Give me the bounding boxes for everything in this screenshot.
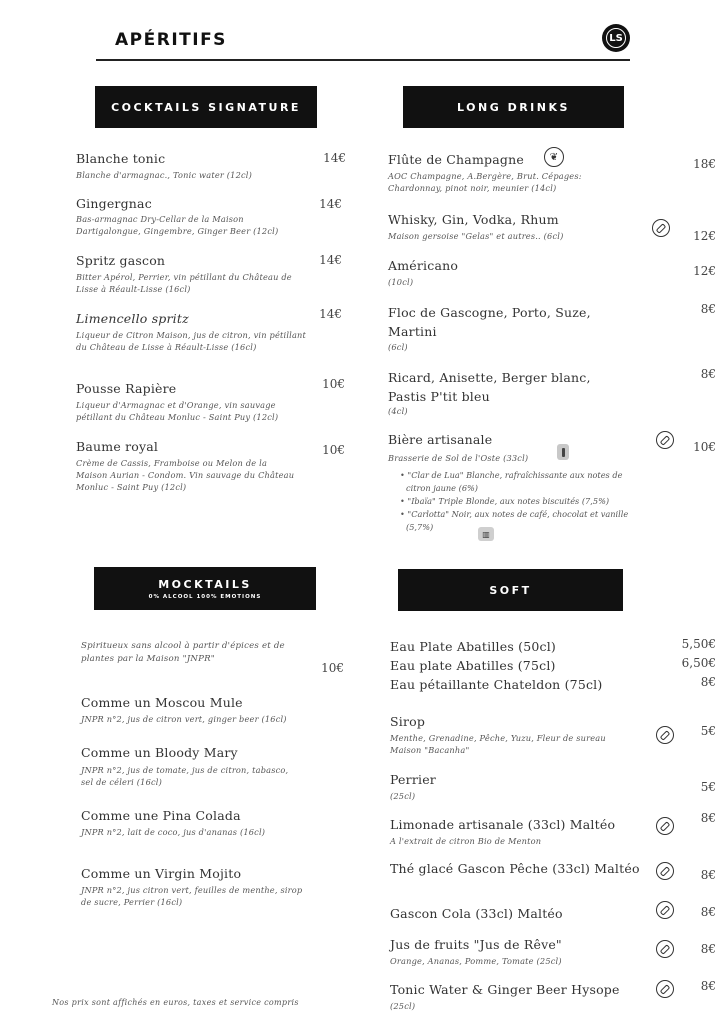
soft-water-price: 8€	[700, 675, 716, 689]
soft-name: Thé glacé Gascon Pêche (33cl) Maltéo	[390, 861, 640, 876]
local-product-icon	[652, 219, 670, 237]
cocktail-desc: Bitter Apérol, Perrier, vin pétillant du Château de Lisse à Réault-Lisse (16cl)	[76, 272, 292, 294]
beer-mug-icon: ▥	[478, 527, 494, 541]
soft-name: Perrier	[390, 772, 436, 787]
soft-desc: Menthe, Grenadine, Pêche, Yuzu, Fleur de sureau Maison "Bacanha"	[390, 733, 606, 755]
long-drink-desc: (6cl)	[388, 342, 408, 352]
title-divider	[96, 59, 630, 61]
section-header-mocktails	[94, 567, 316, 610]
soft-water-price: 6,50€	[681, 656, 716, 670]
logo	[602, 24, 630, 52]
long-drink-desc: (10cl)	[388, 277, 414, 287]
mocktail-name: Comme une Pina Colada	[81, 808, 241, 823]
soft-price: 5€	[700, 724, 716, 738]
organic-leaf-icon: ❦	[544, 147, 564, 167]
logo-text: LS	[606, 28, 626, 48]
cocktail-desc: Crème de Cassis, Framboise ou Melon de la Maison Aurian - Condom. Vin sauvage du Château Monluc - Saint Puy (12cl)	[76, 458, 295, 492]
mocktail-name: Comme un Virgin Mojito	[81, 866, 242, 881]
cocktail-desc: Liqueur de Citron Maison, jus de citron, vin pétillant du Château de Lisse à Réault-Lisse (16cl)	[76, 330, 306, 352]
soft-desc: Orange, Ananas, Pomme, Tomate (25cl)	[390, 956, 562, 966]
beer-list	[396, 469, 646, 534]
section-label: SOFT	[489, 583, 532, 597]
long-drink-desc: AOC Champagne, A.Bergère, Brut. Cépages: Chardonnay, pinot noir, meunier (14cl)	[388, 171, 582, 193]
mocktail-desc: JNPR n°2, lait de coco, jus d'ananas (16cl)	[81, 827, 266, 837]
section-header-soft	[398, 569, 623, 611]
price-footnote: Nos prix sont affichés en euros, taxes et service compris	[52, 998, 299, 1007]
beer-item: • "Carlotta" Noir, aux notes de café, chocolat et vanille (5,7%)	[400, 509, 629, 532]
cocktail-desc: Liqueur d'Armagnac et d'Orange, vin sauvage pétillant du Château Monluc - Saint Puy (12cl)	[76, 400, 279, 422]
section-label: MOCKTAILS	[158, 577, 252, 591]
section-header-cocktails	[95, 86, 317, 128]
soft-name: Tonic Water & Ginger Beer Hysope	[390, 982, 620, 997]
long-drink-name: Ricard, Anisette, Berger blanc, Pastis P'tit bleu	[388, 370, 591, 404]
soft-water-name: Eau pétaillante Chateldon (75cl)	[390, 677, 603, 692]
long-drink-name: Floc de Gascogne, Porto, Suze, Martini	[388, 305, 591, 339]
beer-item: • "Clar de Lua" Blanche, rafraîchissante aux notes de citron jaune (6%)	[400, 470, 623, 493]
cocktail-price: 14€	[323, 151, 346, 165]
soft-water-name: Eau Plate Abatilles (50cl)	[390, 639, 556, 654]
section-sublabel: 0% ALCOOL 100% EMOTIONS	[148, 593, 262, 600]
soft-water-name: Eau plate Abatilles (75cl)	[390, 658, 556, 673]
long-drink-desc: Brasserie de Sol de l'Oste (33cl)	[388, 453, 529, 463]
long-drink-name: Whisky, Gin, Vodka, Rhum	[388, 212, 559, 227]
soft-price: 8€	[700, 811, 716, 825]
cocktail-name: Baume royal	[76, 439, 159, 454]
soft-desc: A l'extrait de citron Bio de Menton	[390, 836, 542, 846]
soft-price: 8€	[700, 979, 716, 993]
long-drink-name: Bière artisanale	[388, 432, 493, 447]
long-drink-price: 10€	[693, 440, 716, 454]
soft-price: 8€	[700, 942, 716, 956]
long-drink-name: Américano	[388, 258, 459, 273]
cocktail-price: 14€	[319, 197, 342, 211]
section-label: LONG DRINKS	[457, 100, 570, 114]
cocktail-name: Limencello spritz	[76, 311, 189, 326]
soft-price: 8€	[700, 868, 716, 882]
soft-desc: (25cl)	[390, 1001, 416, 1011]
cocktail-name: Pousse Rapière	[76, 381, 177, 396]
cocktail-price: 10€	[322, 377, 345, 391]
cocktail-name: Spritz gascon	[76, 253, 166, 268]
cocktail-desc: Blanche d'armagnac., Tonic water (12cl)	[76, 170, 253, 180]
soft-name: Limonade artisanale (33cl) Maltéo	[390, 817, 616, 832]
page-title: APÉRITIFS	[115, 30, 227, 50]
cocktail-desc: Bas-armagnac Dry-Cellar de la Maison Dartigalongue, Gingembre, Ginger Beer (12cl)	[76, 214, 279, 236]
cocktail-name: Gingergnac	[76, 196, 152, 211]
soft-name: Jus de fruits "Jus de Rêve"	[390, 937, 562, 952]
long-drink-price: 12€	[693, 229, 716, 243]
mocktail-desc: JNPR n°2, jus de citron vert, ginger beer (16cl)	[81, 714, 287, 724]
long-drink-name: Flûte de Champagne	[388, 152, 524, 167]
long-drink-price: 8€	[700, 302, 716, 316]
soft-price: 5€	[700, 780, 716, 794]
soft-desc: (25cl)	[390, 791, 416, 801]
soft-name: Gascon Cola (33cl) Maltéo	[390, 906, 563, 921]
mocktail-intro: Spiritueux sans alcool à partir d'épices et de plantes par la Maison "JNPR"	[81, 641, 285, 664]
soft-name: Sirop	[390, 714, 426, 729]
section-label: COCKTAILS SIGNATURE	[111, 100, 301, 114]
long-drink-desc: Maison gersoise "Gelas" et autres.. (6cl)	[388, 231, 564, 241]
long-drink-price: 12€	[693, 264, 716, 278]
mocktail-name: Comme un Moscou Mule	[81, 695, 243, 710]
cocktail-price: 14€	[319, 307, 342, 321]
section-header-long-drinks	[403, 86, 624, 128]
beer-bottle-icon	[557, 444, 569, 460]
cocktail-price: 14€	[319, 253, 342, 267]
long-drink-price: 8€	[700, 367, 716, 381]
soft-water-price: 5,50€	[681, 637, 716, 651]
cocktail-name: Blanche tonic	[76, 151, 166, 166]
beer-item: • "Ibaïa" Triple Blonde, aux notes biscuités (7,5%)	[400, 496, 610, 506]
long-drink-price: 18€	[693, 157, 716, 171]
cocktail-price: 10€	[322, 443, 345, 457]
mocktail-desc: JNPR n°2, jus de tomate, jus de citron, tabasco, sel de céleri (16cl)	[81, 765, 289, 787]
soft-price: 8€	[700, 905, 716, 919]
long-drink-desc: (4cl)	[388, 406, 408, 416]
mocktail-price: 10€	[321, 661, 344, 675]
mocktail-desc: JNPR n°2, jus citron vert, feuilles de menthe, sirop de sucre, Perrier (16cl)	[81, 885, 303, 907]
mocktail-name: Comme un Bloody Mary	[81, 745, 238, 760]
